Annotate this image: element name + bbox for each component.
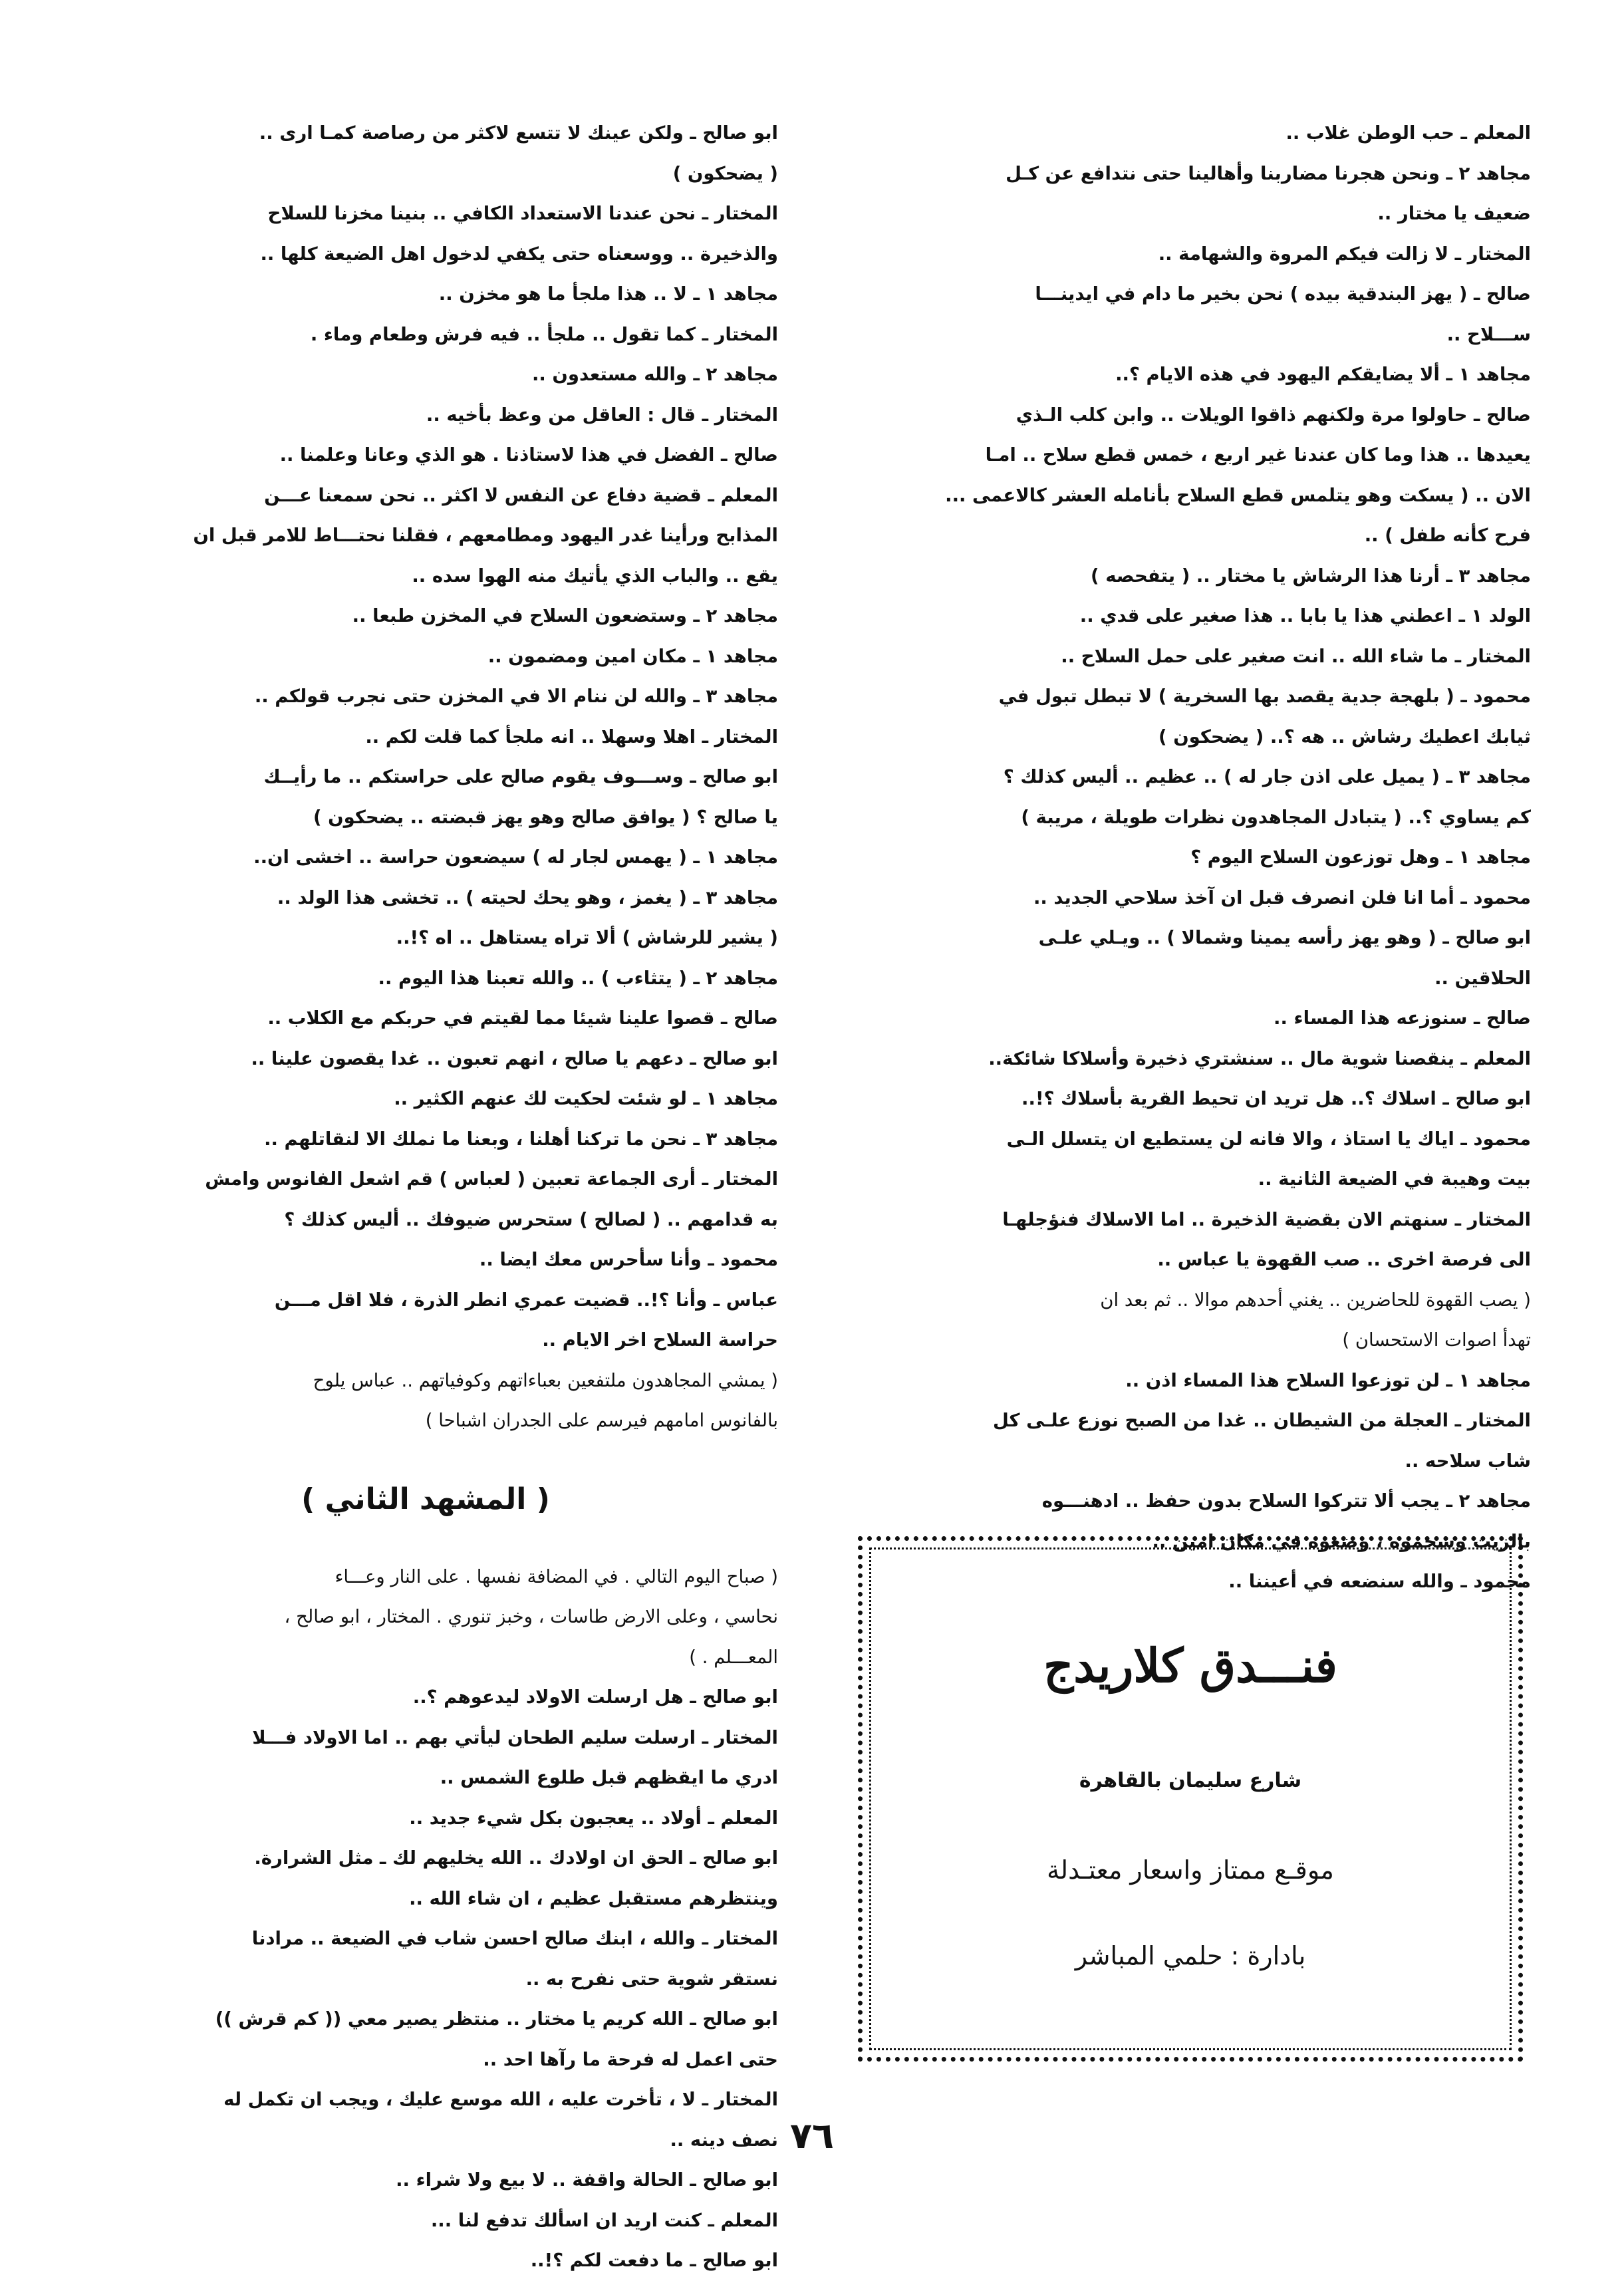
text-line: المختار ـ كما تقول .. ملجأ .. فيه فرش وطعام وماء . xyxy=(310,323,778,345)
text-line: وينتظرهم مستقبل عظيم ، ان شاء الله .. xyxy=(409,1887,778,1909)
text-line: المختار ـ ما شاء الله .. انت صغير على حمل السلاح .. xyxy=(1061,645,1531,667)
text-line: مجاهد ٢ ـ يجب ألا تتركوا السلاح بدون حفظ .. ادهنـــوه xyxy=(1041,1490,1531,1512)
text-line: ابو صالح ـ دعهم يا صالح ، انهم تعبون .. غدا يقصون علينا .. xyxy=(251,1047,778,1069)
text-line: مجاهد ٣ ـ ( يميل على اذن جار له ) .. عظيم .. أليس كذلك ؟ xyxy=(1003,766,1531,787)
advertisement-slogan: موقـع ممتاز واسعار معتـدلة xyxy=(1047,1855,1334,1885)
text-line: والذخيرة .. ووسعناه حتى يكفي لدخول اهل الضيعة كلها .. xyxy=(260,243,778,265)
text-line: المختار ـ لا زالت فيكم المروة والشهامة .. xyxy=(1158,243,1531,265)
text-line: مجاهد ٣ ـ ( يغمز ، وهو يحك لحيته ) .. تخشى هذا الولد .. xyxy=(277,886,778,908)
stage-direction-line: ( يصب القهوة للحاضرين .. يغني أحدهم موالا .. ثم بعد ان xyxy=(1100,1289,1531,1311)
text-line: بالزيت وشحموه ، وضعوه في مكان امين .. xyxy=(1152,1530,1531,1552)
advertisement-manager: بادارة : حلمي المباشر xyxy=(1075,1941,1306,1970)
text-line: المعلم ـ ينقصنا شوية مال .. سنشتري ذخيرة وأسلاكا شائكة.. xyxy=(988,1047,1531,1069)
text-line: مجاهد ٢ ـ وستضعون السلاح في المخزن طبعا .. xyxy=(352,605,778,626)
hotel-advertisement xyxy=(858,1536,1523,2062)
text-line: ثيابك اعطيك رشاش .. هه ؟.. ( يضحكون ) xyxy=(1158,726,1531,747)
text-line: مجاهد ٢ ـ ونحن هجرنا مضاربنا وأهالينا حتى نتدافع عن كـل xyxy=(1006,162,1531,184)
text-line: المختار ـ العجلة من الشيطان .. غدا من الصبح نوزع علـى كل xyxy=(992,1410,1531,1431)
text-line: مجاهد ٢ ـ والله مستعدون .. xyxy=(531,364,778,385)
text-line: عباس ـ وأنا ؟!.. قضيت عمري انطر الذرة ، فلا اقل مـــن xyxy=(274,1289,778,1311)
text-line: مجاهد ١ ـ لا .. هذا ملجأ ما هو مخزن .. xyxy=(438,283,778,305)
text-line: المعلم ـ قضية دفاع عن النفس لا اكثر .. نحن سمعنا عـــن xyxy=(264,484,778,506)
text-line: مجاهد ٢ ـ ( يتثاءب ) .. والله تعبنا هذا اليوم .. xyxy=(378,967,778,989)
text-line: الان .. ( يسكت وهو يتلمس قطع السلاح بأنامله العشر كالاعمى ... xyxy=(945,484,1531,506)
stage-direction-line: بالفانوس امامهم فيرسم على الجدران اشباحا ) xyxy=(425,1410,778,1431)
text-line: يا صالح ؟ ( يوافق صالح وهو يهز قبضته .. يضحكون ) xyxy=(313,806,778,828)
text-line: محمود ـ اياك يا استاذ ، والا فانه لن يستطيع ان يتسلل الـى xyxy=(1006,1128,1531,1150)
text-line: صالح ـ قصوا علينا شيئا مما لقيتم في حربكم مع الكلاب .. xyxy=(267,1007,778,1029)
text-line: ادري ما ايقظهم قبل طلوع الشمس .. xyxy=(440,1767,778,1788)
advertisement-address: شارع سليمان بالقاهرة xyxy=(1079,1769,1302,1792)
text-line: ابو صالح ـ ( وهو يهز رأسه يمينا وشمالا ) .. ويـلي علـى xyxy=(1038,927,1531,948)
text-line: مجاهد ٣ ـ أرنا هذا الرشاش يا مختار .. ( يتفحصه ) xyxy=(1091,565,1531,587)
text-line: المعلم ـ أولاد .. يعجبون بكل شيء جديد .. xyxy=(409,1807,778,1829)
right-column xyxy=(859,113,1531,1602)
text-line: مجاهد ٣ ـ نحن ما تركنا أهلنا ، وبعنا ما نملك الا لنقاتلهم .. xyxy=(264,1128,778,1150)
text-line: الحلاقين .. xyxy=(1434,967,1531,989)
text-line: المعلم ـ كنت اريد ان اسألك تدفع لنا ... xyxy=(430,2209,778,2231)
text-line: محمود ـ والله سنضعه في أعيننا .. xyxy=(1228,1571,1531,1592)
text-line: حتى اعمل له فرحة ما رآها احد .. xyxy=(483,2048,778,2070)
text-line: المختار ـ نحن عندنا الاستعداد الكافي .. بنينا مخزنا للسلاح xyxy=(267,203,778,224)
text-line: ابو صالح ـ الحق ان اولادك .. الله يخليهم لك ـ مثل الشرارة. xyxy=(254,1847,778,1869)
text-line: محمود ـ أما انا فلن انصرف قبل ان آخذ سلاحي الجديد .. xyxy=(1033,886,1531,908)
text-line: المختار ـ اهلا وسهلا .. انه ملجأ كما قلت لكم .. xyxy=(365,726,778,747)
text-line: ابو صالح ـ ما دفعت لكم ؟!.. xyxy=(530,2250,778,2271)
text-line: مجاهد ١ ـ لو شئت لحكيت لك عنهم الكثير .. xyxy=(394,1088,778,1109)
text-line: ابو صالح ـ اسلاك ؟.. هل تريد ان تحيط القرية بأسلاك ؟!.. xyxy=(1021,1088,1531,1109)
text-line: المختار ـ سنهتم الان بقضية الذخيرة .. اما الاسلاك فنؤجلهـا xyxy=(1002,1208,1531,1230)
text-line: ابو صالح ـ الله كريم يا مختار .. منتظر يصير معي (( كم قرش )) xyxy=(215,2008,778,2030)
stage-direction-line: ( يمشي المجاهدون ملتفعين بعباءاتهم وكوفياتهم .. عباس يلوح xyxy=(313,1369,778,1391)
stage-direction-line: تهدأ اصوات الاستحسان ) xyxy=(1342,1329,1531,1351)
text-line: المختار ـ لا ، تأخرت عليه ، الله موسع عليك ، ويجب ان تكمل له xyxy=(223,2089,778,2110)
text-line: ابو صالح ـ وســـوف يقوم صالح على حراستكم .. ما رأيــك xyxy=(263,766,778,787)
text-line: نستقر شوية حتى نفرح به .. xyxy=(525,1968,778,1990)
text-line: ( يشير للرشاش ) ألا تراه يستاهل .. اه ؟!.. xyxy=(396,927,778,948)
text-line: ابو صالح ـ ولكن عينك لا تتسع لاكثر من رصاصة كمـا ارى .. xyxy=(259,122,778,144)
text-line: الى فرصة اخرى .. صب القهوة يا عباس .. xyxy=(1157,1249,1531,1270)
text-line: مجاهد ١ ـ ألا يضايقكم اليهود في هذه الايام ؟.. xyxy=(1115,364,1531,385)
text-line: المختار ـ قال : العاقل من وعظ بأخيه .. xyxy=(426,404,778,426)
text-line: المذابح ورأينا غدر اليهود ومطامعهم ، فقلنا نحتـــاط للامر قبل ان xyxy=(193,525,778,546)
text-line: المعلم ـ حب الوطن غلاب .. xyxy=(1286,122,1531,144)
text-line: ابو صالح ـ هل ارسلت الاولاد ليدعوهم ؟.. xyxy=(412,1686,778,1708)
text-line: صالح ـ ( يهز البندقية بيده ) نحن بخير ما دام في ايدينـــا xyxy=(1035,283,1531,305)
text-line: مجاهد ١ ـ وهل توزعون السلاح اليوم ؟ xyxy=(1190,847,1531,868)
text-line: يعيدها .. هذا وما كان عندنا غير اربع ، خمس قطع سلاح .. امـا xyxy=(985,444,1531,466)
text-line: صالح ـ حاولوا مرة ولكنهم ذاقوا الويلات .. وابن كلب الـذي xyxy=(1015,404,1531,426)
text-line: كم يساوي ؟.. ( يتبادل المجاهدون نظرات طويلة ، مريبة ) xyxy=(1021,806,1531,828)
text-line: حراسة السلاح اخر الايام .. xyxy=(542,1329,778,1351)
text-line: مجاهد ١ ـ مكان امين ومضمون .. xyxy=(487,645,778,667)
advertisement-title: فنـــدق كلاريدج xyxy=(1043,1638,1337,1693)
text-line: صالح ـ الفضل في هذا لاستاذنا . هو الذي وعانا وعلمنا .. xyxy=(279,444,778,466)
text-line: بيت وهيبة في الضيعة الثانية .. xyxy=(1258,1168,1531,1190)
text-line: الولد ١ ـ اعطني هذا يا بابا .. هذا صغير على قدي .. xyxy=(1079,605,1531,626)
text-line: محمود ـ وأنا سأحرس معك ايضا .. xyxy=(479,1249,778,1270)
text-line: ابو صالح ـ الحالة واقفة .. لا بيع ولا شراء .. xyxy=(396,2169,778,2191)
text-line: به قدامهم .. ( لصالح ) ستحرس ضيوفك .. أليس كذلك ؟ xyxy=(284,1208,778,1230)
text-line: المختار ـ ارسلت سليم الطحان ليأتي بهم .. اما الاولاد فـــلا xyxy=(252,1726,778,1748)
text-line: صالح ـ سنوزعه هذا المساء .. xyxy=(1274,1007,1531,1029)
text-line: فرح كأنه طفل ) .. xyxy=(1364,525,1531,546)
text-line: ضعيف يا مختار .. xyxy=(1377,203,1531,224)
text-line: مجاهد ٣ ـ والله لن ننام الا في المخزن حتى نجرب قولكم .. xyxy=(254,686,778,707)
stage-direction-line: ( صباح اليوم التالي . في المضافة نفسها . على النار وعـــاء xyxy=(335,1565,778,1587)
text-line: المختار ـ أرى الجماعة تعبين ( لعباس ) قم اشعل الفانوس وامش xyxy=(205,1168,778,1190)
text-line: مجاهد ١ ـ ( يهمس لجار له ) سيضعون حراسة .. اخشى ان.. xyxy=(253,847,778,868)
text-line: يقع .. والباب الذي يأتيك منه الهوا سده .. xyxy=(412,565,778,587)
page-number: ٧٦ xyxy=(790,2115,834,2157)
text-line: محمود ـ ( بلهجة جدية يقصد بها السخرية ) لا تبطل تبول في xyxy=(998,686,1531,707)
scene-title: ( المشهد الثاني ) xyxy=(301,1482,550,1516)
advertisement-inner-border xyxy=(869,1547,1512,2050)
text-line: نصف دينه .. xyxy=(670,2129,778,2151)
text-line: المختار ـ والله ، ابنك صالح احسن شاب في الضيعة .. مرادنا xyxy=(251,1928,778,1949)
text-line: شاب سلاحه .. xyxy=(1405,1450,1531,1472)
stage-direction-line: المعـــلم . ) xyxy=(689,1646,778,1668)
text-line: ســـلاح .. xyxy=(1446,323,1531,345)
text-line: ( يضحكون ) xyxy=(672,162,778,184)
text-line: مجاهد ١ ـ لن توزعوا السلاح هذا المساء اذن .. xyxy=(1125,1369,1531,1391)
left-column xyxy=(73,113,778,2281)
stage-direction-line: نحاسي ، وعلى الارض طاسات ، وخبز تنوري . المختار ، ابو صالح ، xyxy=(284,1606,778,1627)
